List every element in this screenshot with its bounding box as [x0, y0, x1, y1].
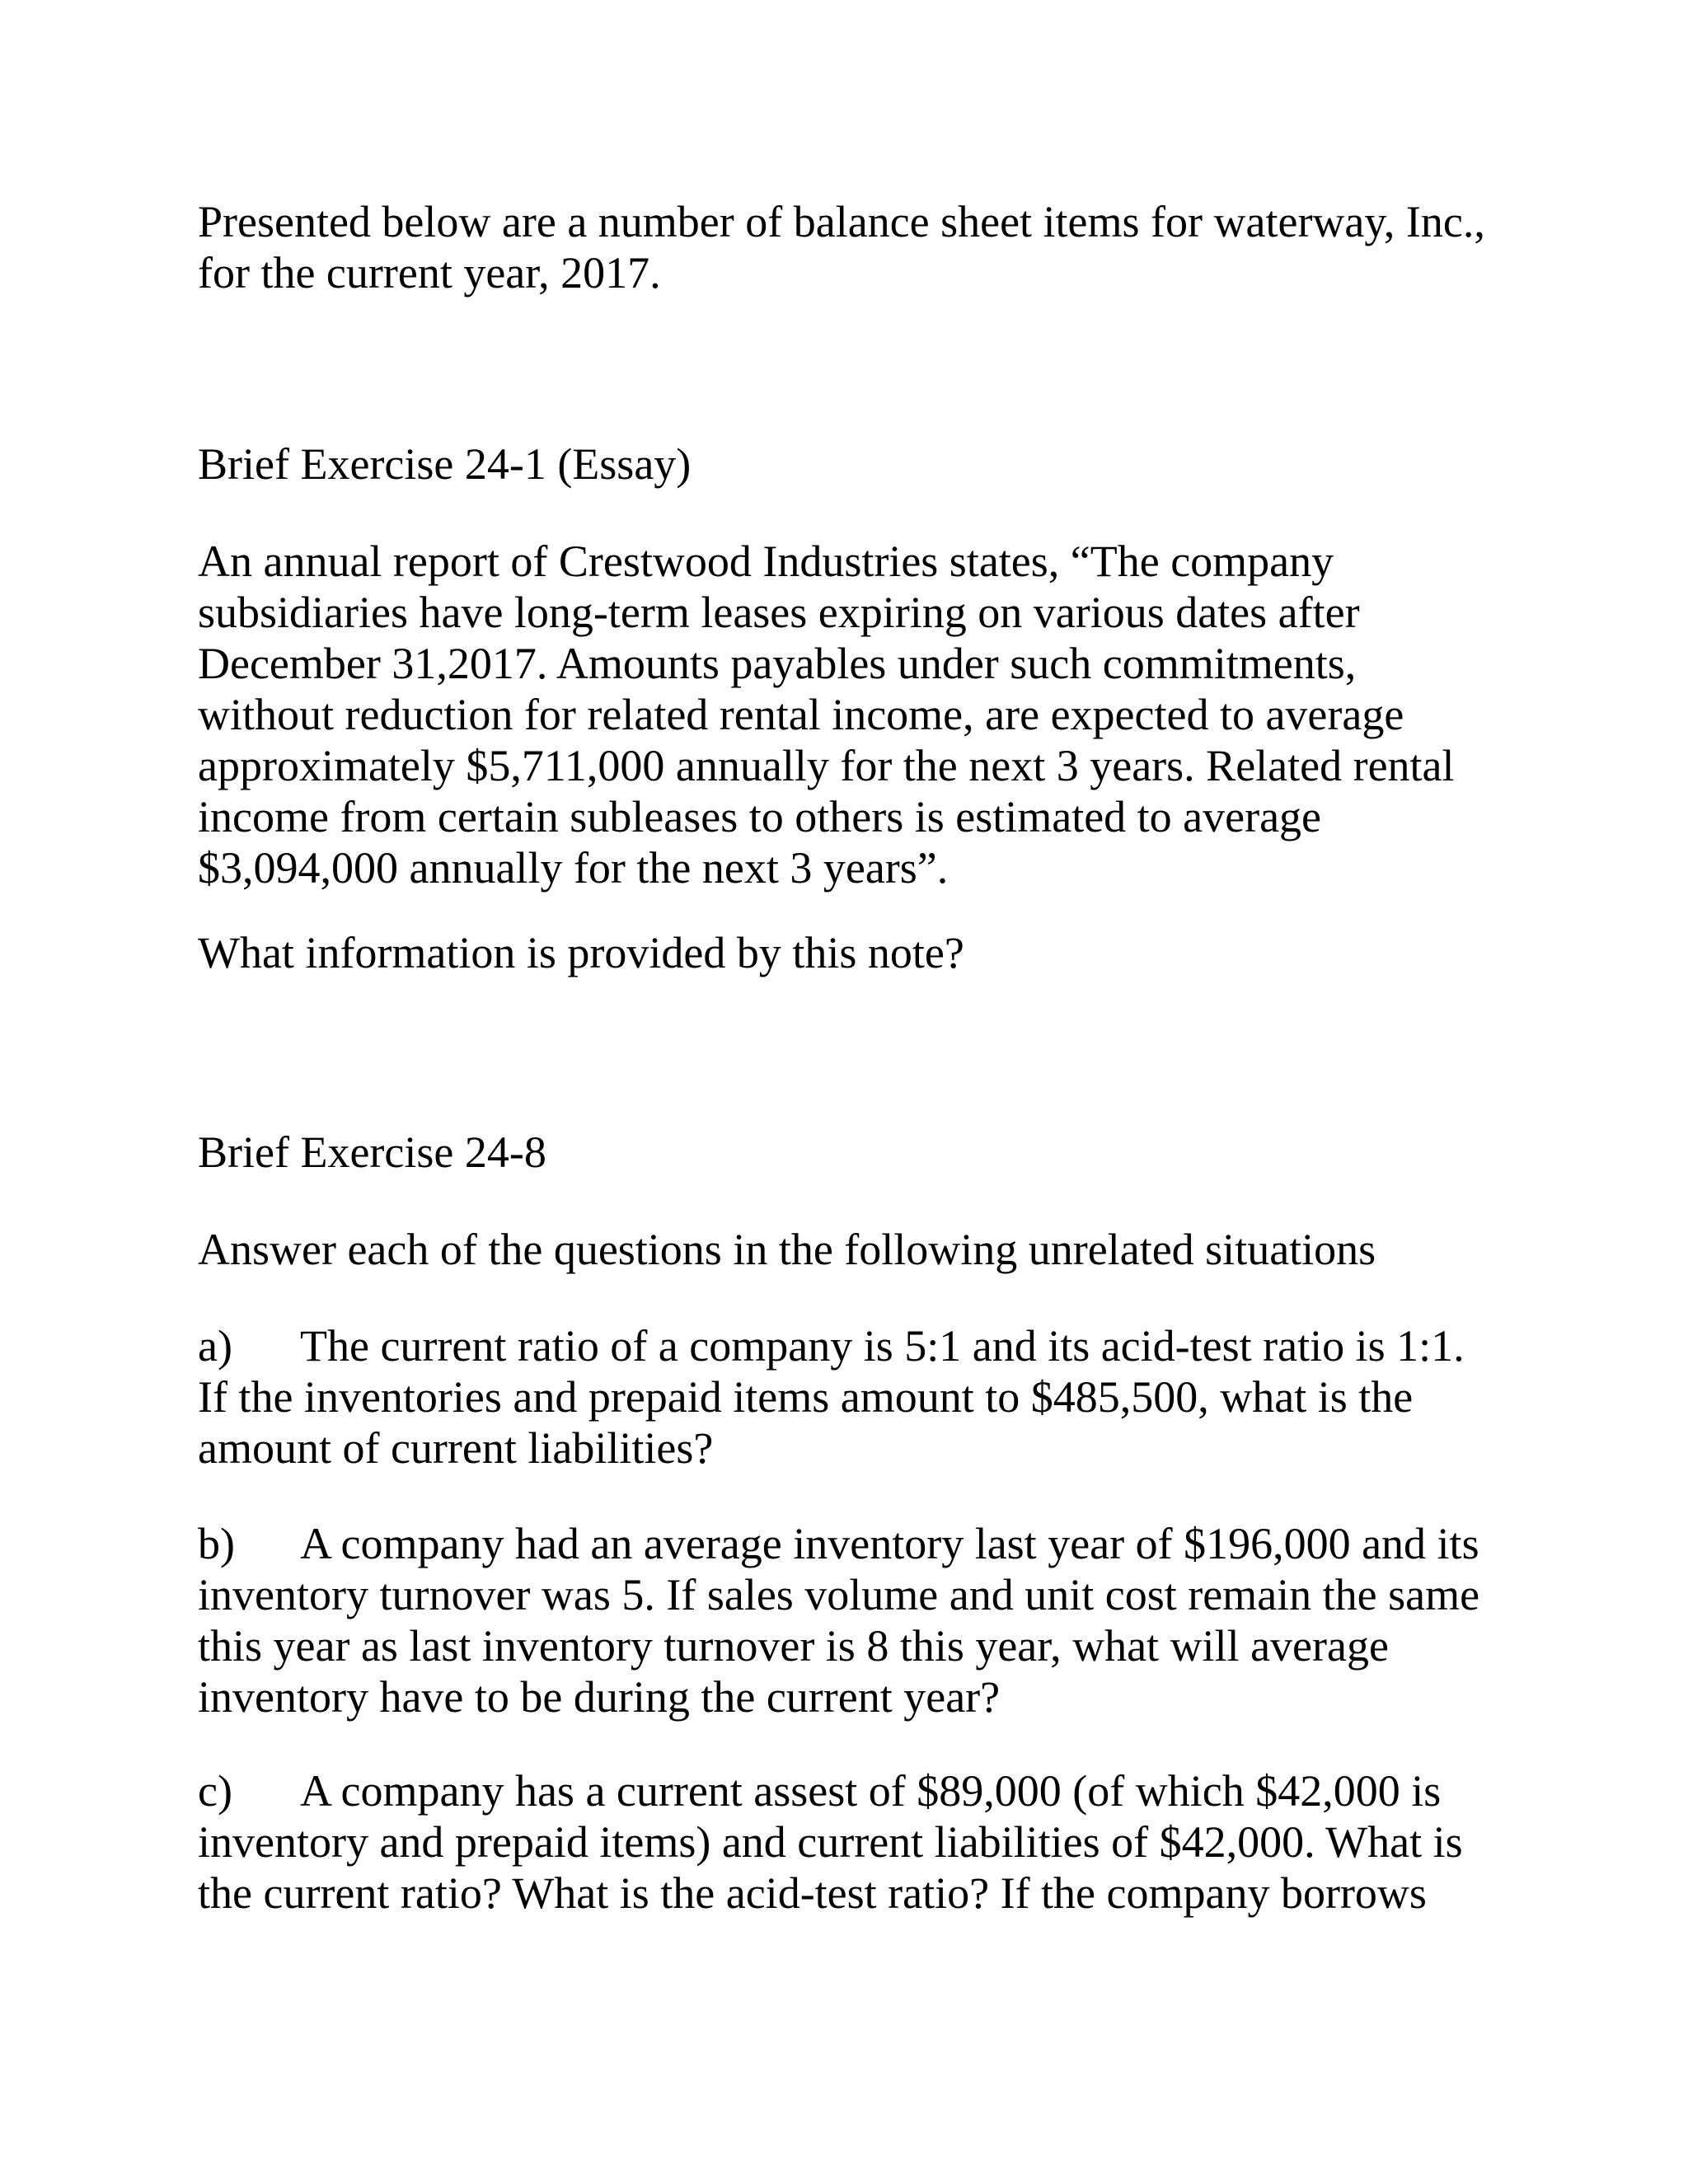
item-line: inventory have to be during the current year? [198, 1672, 1001, 1722]
item-line: amount of current liabilities? [198, 1423, 714, 1473]
item-first-line: A company has a current assest of $89,000 (of which $42,000 is [300, 1766, 1442, 1816]
exercise-1-heading: Brief Exercise 24-1 (Essay) [198, 439, 692, 489]
exercise-1-question: What information is provided by this note? [198, 928, 964, 977]
item-line: the current ratio? What is the acid-test ratio? If the company borrows [198, 1868, 1427, 1918]
item-line: this year as last inventory turnover is 8 this year, what will average [198, 1621, 1389, 1671]
item-first-line: The current ratio of a company is 5:1 and its acid-test ratio is 1:1. [300, 1321, 1465, 1371]
exercise-1-paragraph [198, 536, 1517, 893]
intro-line: Presented below are a number of balance sheet items for waterway, Inc., [198, 197, 1485, 246]
item-label: b) [198, 1519, 235, 1568]
paragraph-line: December 31,2017. Amounts payables under such commitments, [198, 639, 1357, 688]
paragraph-line: $3,094,000 annually for the next 3 years”. [198, 843, 949, 893]
item-line: If the inventories and prepaid items amount to $485,500, what is the [198, 1372, 1414, 1422]
paragraph-line: approximately $5,711,000 annually for the next 3 years. Related rental [198, 741, 1455, 790]
item-first-line: A company had an average inventory last year of $196,000 and its [300, 1519, 1479, 1568]
item-label: c) [198, 1766, 232, 1816]
exercise-8-heading: Brief Exercise 24-8 [198, 1127, 546, 1177]
item-line: inventory turnover was 5. If sales volume and unit cost remain the same [198, 1570, 1480, 1619]
paragraph-line: subsidiaries have long-term leases expiring on various dates after [198, 588, 1360, 637]
question-item-b [198, 1518, 1517, 1722]
paragraph-line: income from certain subleases to others is estimated to average [198, 792, 1322, 841]
question-item-a [198, 1320, 1517, 1474]
intro-paragraph [198, 196, 1517, 298]
exercise-8-instruction: Answer each of the questions in the following unrelated situations [198, 1225, 1376, 1274]
paragraph-line: without reduction for related rental income, are expected to average [198, 690, 1404, 739]
paragraph-line: An annual report of Crestwood Industries states, “The company [198, 537, 1334, 586]
intro-line: for the current year, 2017. [198, 248, 661, 298]
item-label: a) [198, 1321, 232, 1371]
item-line: inventory and prepaid items) and current liabilities of $42,000. What is [198, 1817, 1463, 1867]
question-item-c [198, 1765, 1517, 1919]
